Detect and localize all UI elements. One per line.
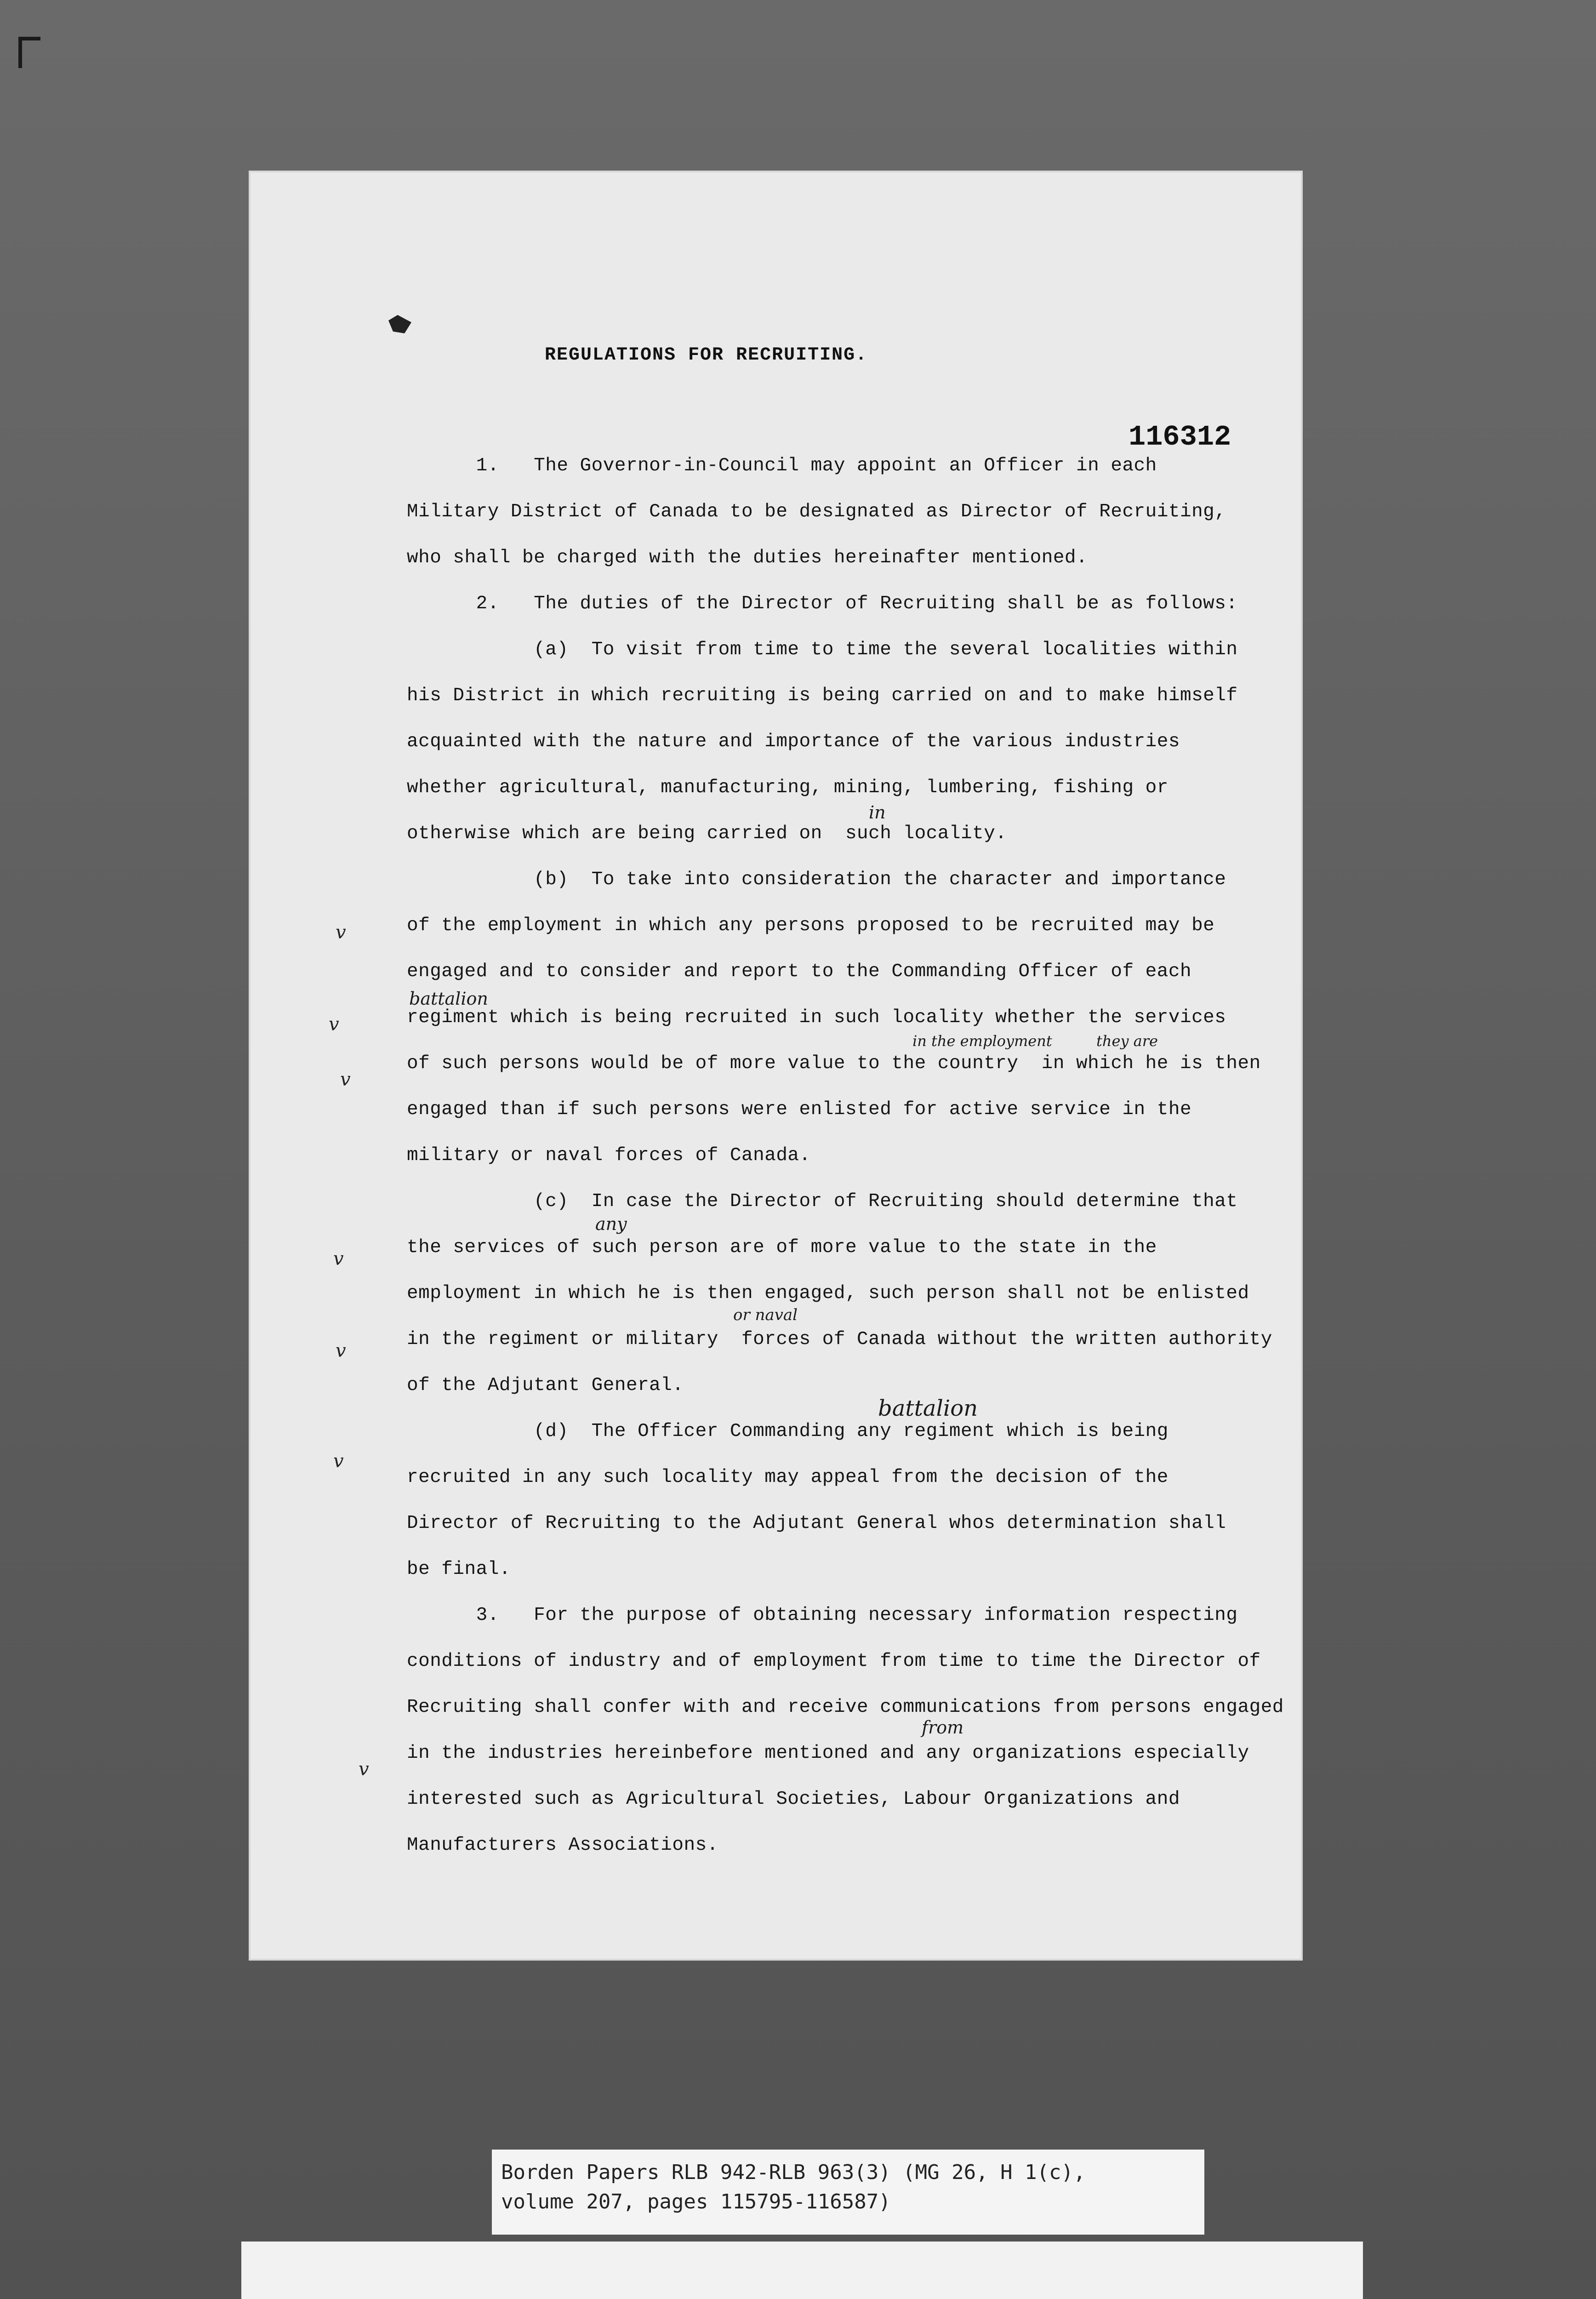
text-line: of the employment in which any persons proposed to be recruited may be bbox=[407, 915, 1215, 936]
archive-card bbox=[241, 2242, 1363, 2299]
reference-label-line-2: volume 207, pages 115795-116587) bbox=[501, 2190, 891, 2213]
text-line: Director of Recruiting to the Adjutant General whos determination shall bbox=[407, 1513, 1226, 1534]
text-line: engaged than if such persons were enlisted for active service in the bbox=[407, 1099, 1192, 1120]
annotation-battalion: battalion bbox=[409, 989, 488, 1009]
text-line: of such persons would be of more value to the country in which he is then bbox=[407, 1053, 1261, 1074]
text-line: in the regiment or military forces of Canada without the written authority bbox=[407, 1329, 1272, 1350]
text-line: Manufacturers Associations. bbox=[407, 1835, 718, 1856]
text-line: 2. The duties of the Director of Recruiting shall be as follows: bbox=[407, 593, 1238, 614]
reference-label bbox=[492, 2150, 1204, 2235]
check-mark: v bbox=[336, 1340, 346, 1361]
text-line: be final. bbox=[407, 1559, 511, 1580]
corner-crop-mark bbox=[18, 37, 40, 68]
check-mark: v bbox=[333, 1451, 344, 1472]
check-mark: v bbox=[336, 922, 346, 943]
text-line: regiment which is being recruited in such locality whether the services bbox=[407, 1007, 1226, 1028]
annotation-they-are: they are bbox=[1096, 1032, 1158, 1050]
text-line: interested such as Agricultural Societies, Labour Organizations and bbox=[407, 1789, 1180, 1810]
text-line: (b) To take into consideration the character and importance bbox=[407, 869, 1226, 890]
text-line: engaged and to consider and report to the Commanding Officer of each bbox=[407, 961, 1192, 982]
annotation-employment: in the employment bbox=[912, 1032, 1052, 1050]
document-number: 116312 bbox=[1129, 421, 1231, 453]
text-line: who shall be charged with the duties hereinafter mentioned. bbox=[407, 547, 1088, 568]
annotation-or-naval: or naval bbox=[733, 1306, 798, 1324]
annotation-battalion-2: battalion bbox=[878, 1395, 978, 1421]
reference-label-line-1: Borden Papers RLB 942-RLB 963(3) (MG 26, H 1(c), bbox=[501, 2161, 1086, 2184]
document-title: REGULATIONS FOR RECRUITING. bbox=[545, 345, 868, 366]
text-line: recruited in any such locality may appeal from the decision of the bbox=[407, 1467, 1168, 1488]
text-line: acquainted with the nature and importance of the various industries bbox=[407, 731, 1180, 752]
check-mark: v bbox=[333, 1248, 344, 1270]
text-line: Military District of Canada to be designated as Director of Recruiting, bbox=[407, 501, 1226, 522]
text-line: 3. For the purpose of obtaining necessary information respecting bbox=[407, 1605, 1238, 1626]
text-line: the services of such person are of more value to the state in the bbox=[407, 1237, 1157, 1258]
text-line: employment in which he is then engaged, such person shall not be enlisted bbox=[407, 1283, 1249, 1304]
check-mark: v bbox=[359, 1759, 369, 1780]
check-mark: v bbox=[340, 1069, 351, 1090]
document-page bbox=[251, 172, 1301, 1959]
text-line: of the Adjutant General. bbox=[407, 1375, 684, 1396]
annotation-any: any bbox=[595, 1214, 627, 1234]
text-line: in the industries hereinbefore mentioned and any organizations especially bbox=[407, 1743, 1249, 1764]
paper-tear bbox=[388, 315, 411, 333]
check-mark: v bbox=[329, 1014, 339, 1035]
text-line: whether agricultural, manufacturing, mining, lumbering, fishing or bbox=[407, 777, 1168, 798]
text-line: his District in which recruiting is being carried on and to make himself bbox=[407, 685, 1238, 706]
text-line: (d) The Officer Commanding any regiment which is being bbox=[407, 1421, 1168, 1442]
text-line: 1. The Governor-in-Council may appoint an Officer in each bbox=[407, 455, 1157, 476]
text-line: otherwise which are being carried on such locality. bbox=[407, 823, 1007, 844]
text-line: (a) To visit from time to time the several localities within bbox=[407, 639, 1238, 660]
text-line: (c) In case the Director of Recruiting should determine that bbox=[407, 1191, 1238, 1212]
text-line: conditions of industry and of employment from time to time the Director of bbox=[407, 1651, 1261, 1672]
annotation-from: from bbox=[922, 1717, 964, 1738]
annotation-in: in bbox=[869, 802, 886, 823]
text-line: Recruiting shall confer with and receive communications from persons engaged bbox=[407, 1697, 1284, 1718]
text-line: military or naval forces of Canada. bbox=[407, 1145, 811, 1166]
